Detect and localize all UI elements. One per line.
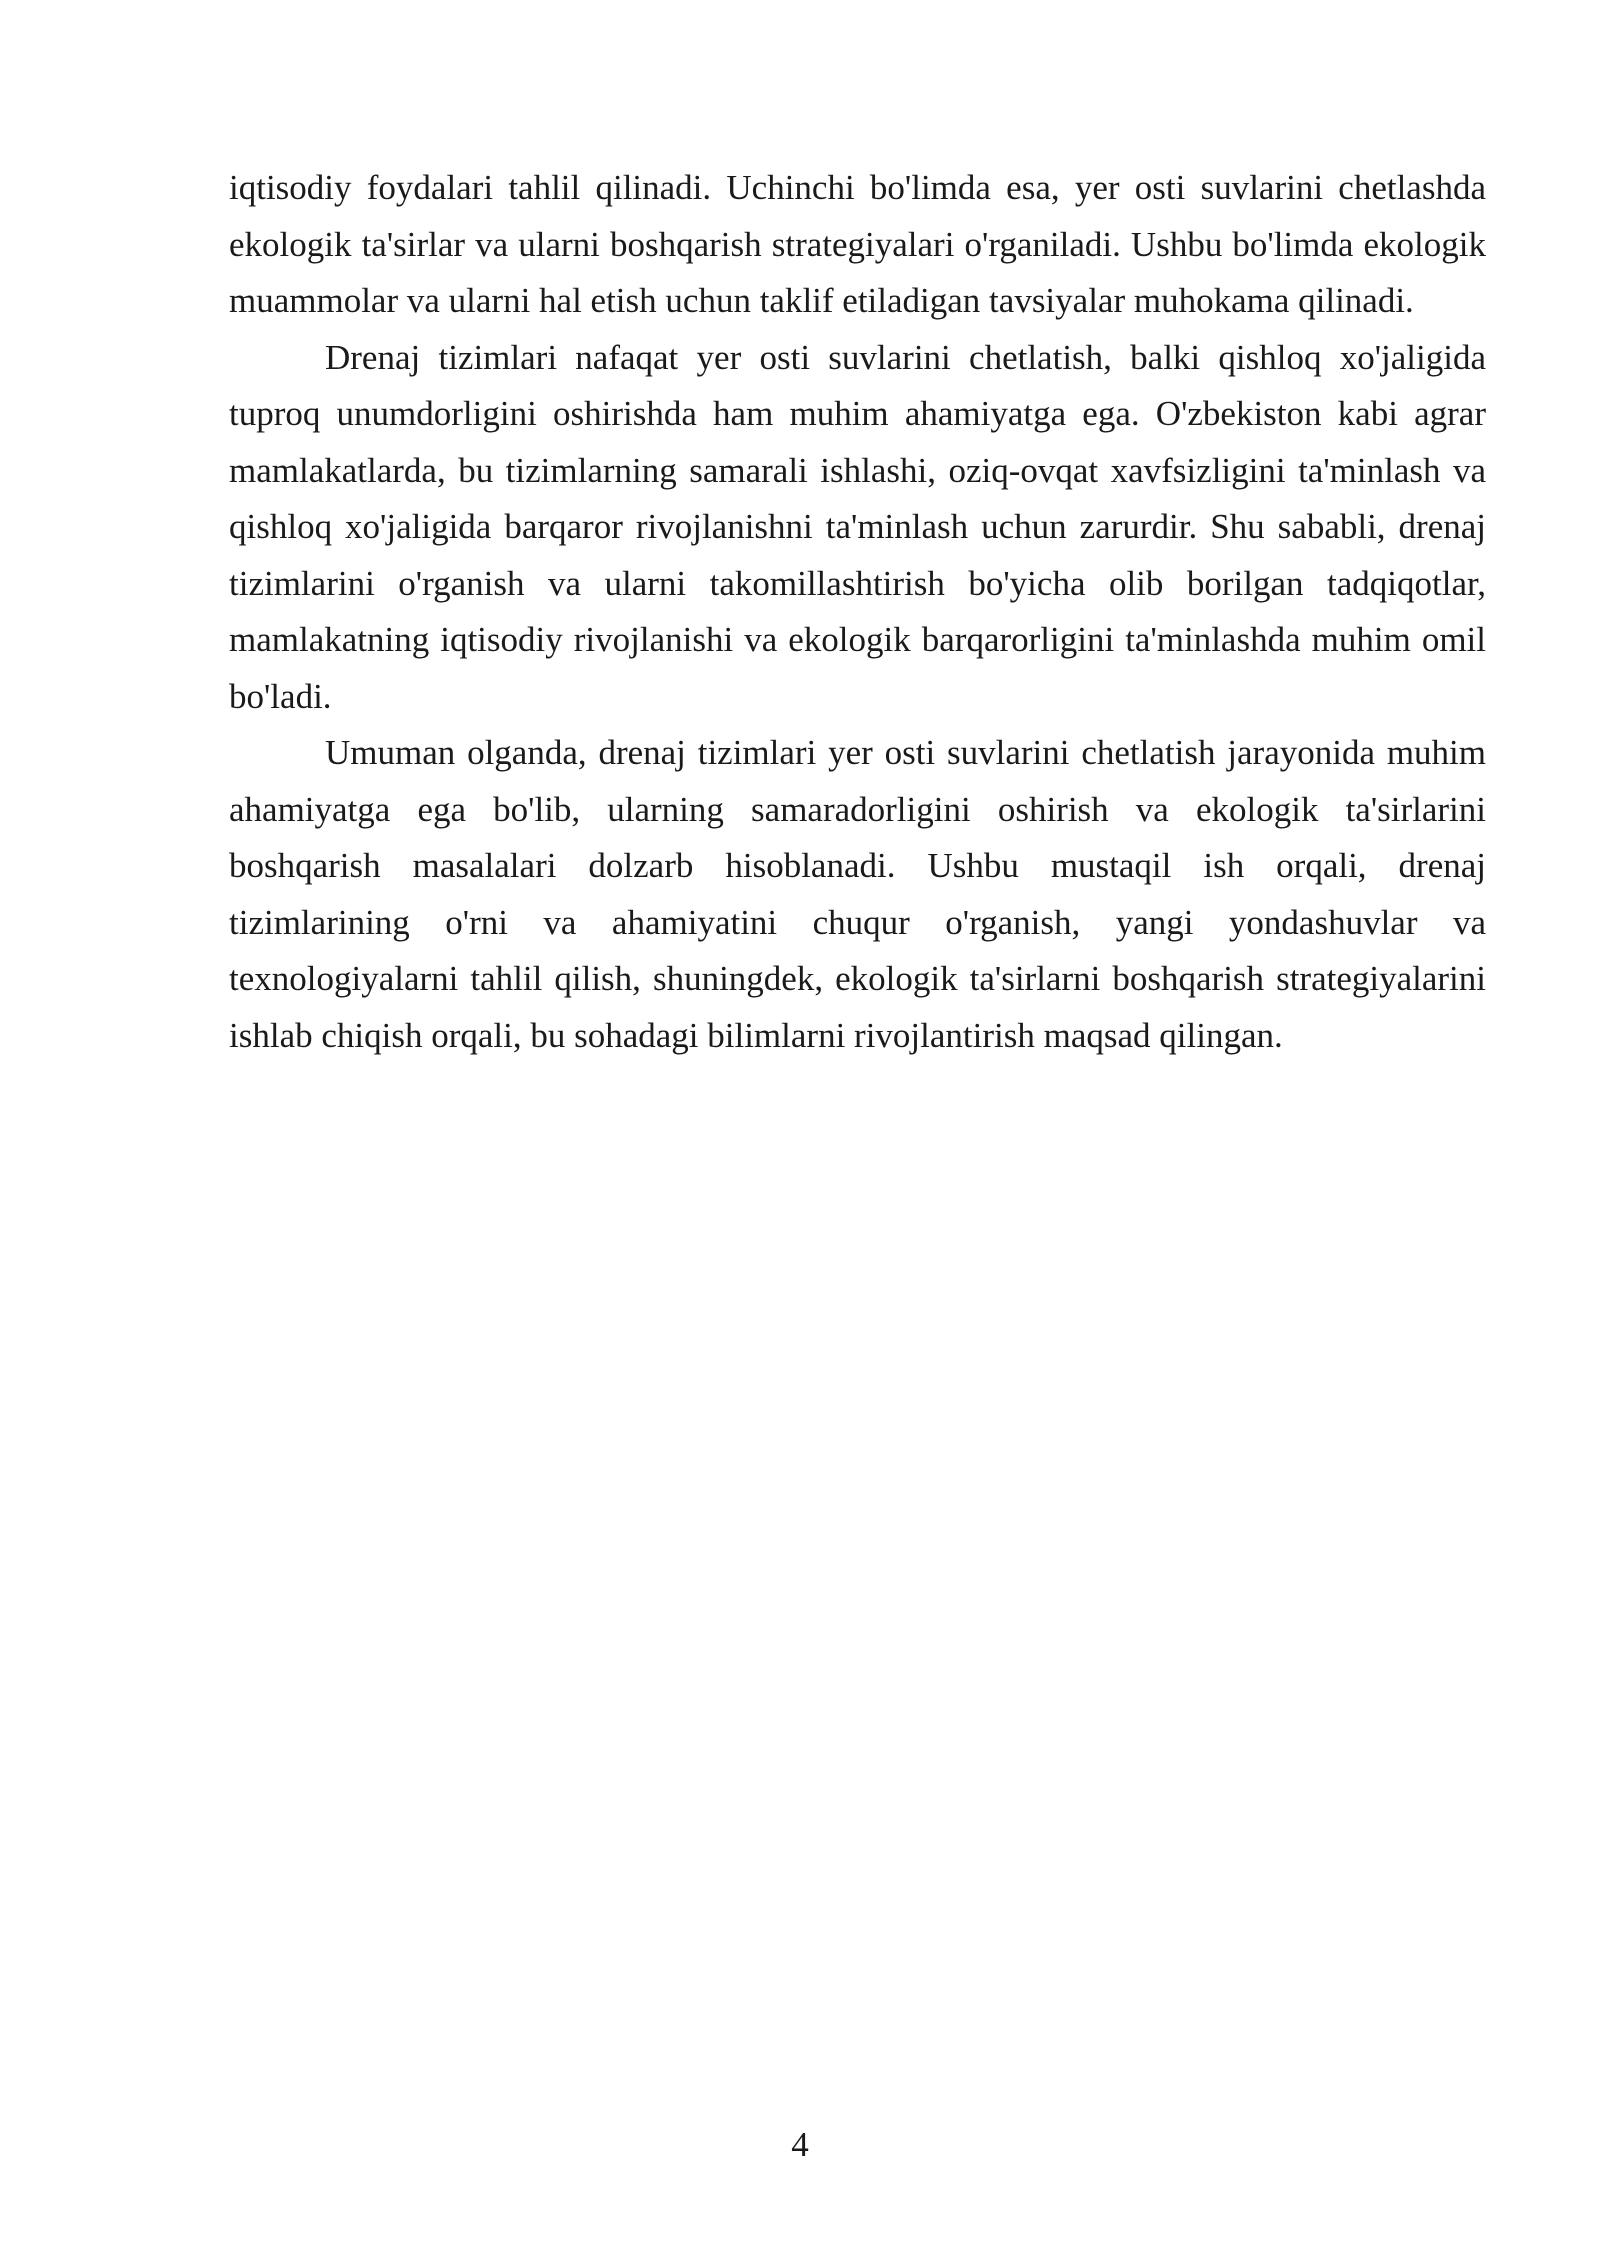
body-text: [229, 160, 1486, 1064]
paragraph-conclusion: Umuman olganda, drenaj tizimlari yer osti suvlarini chetlatish jarayonida muhim ahamiyatga ega bo'lib, ularning samaradorligini oshirish va ekologik ta'sirlarini boshqarish masalalari dolzarb hisoblanadi. Ushbu mustaqil ish orqali, drenaj tizimlarining o'rni va ahamiyatini chuqur o'rganish, yangi yondashuvlar va texnologiyalarni tahlil qilish, shuningdek, ekologik ta'sirlarni boshqarish strategiyalarini ishlab chiqish orqali, bu sohadagi bilimlarni rivojlantirish maqsad qilingan.: [229, 733, 1486, 1055]
paragraph-continuation: iqtisodiy foydalari tahlil qilinadi. Uchinchi bo'limda esa, yer osti suvlarini chetlashda ekologik ta'sirlar va ularni boshqarish strategiyalari o'rganiladi. Ushbu bo'limda ekologik muammolar va ularni hal etish uchun taklif etiladigan tavsiyalar muhokama qilinadi.: [229, 168, 1486, 320]
paragraph-drainage-agriculture: Drenaj tizimlari nafaqat yer osti suvlarini chetlatish, balki qishloq xo'jaligida tuproq unumdorligini oshirishda ham muhim ahamiyatga ega. O'zbekiston kabi agrar mamlakatlarda, bu tizimlarning samarali ishlashi, oziq-ovqat xavfsizligini ta'minlash va qishloq xo'jaligida barqaror rivojlanishni ta'minlash uchun zarurdir. Shu sababli, drenaj tizimlarini o'rganish va ularni takomillashtirish bo'yicha olib borilgan tadqiqotlar, mamlakatning iqtisodiy rivojlanishi va ekologik barqarorligini ta'minlashda muhim omil bo'ladi.: [229, 337, 1486, 716]
page-number: 4: [791, 2125, 809, 2164]
